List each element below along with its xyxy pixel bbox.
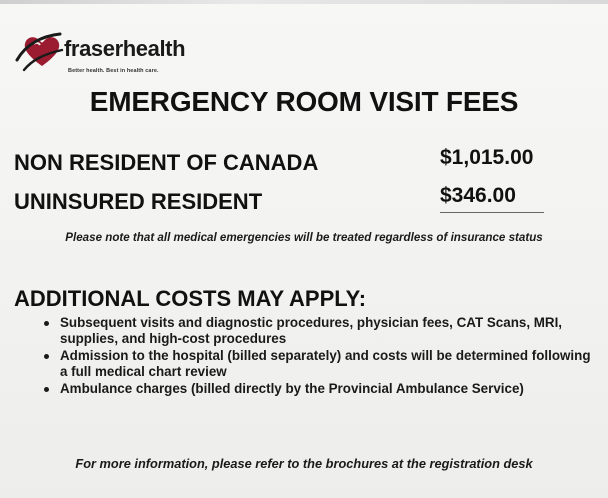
additional-costs-list bbox=[44, 315, 600, 398]
fraserhealth-logo bbox=[14, 30, 194, 82]
brand-tagline: Better health. Best in health care. bbox=[68, 68, 159, 74]
additional-costs-heading: ADDITIONAL COSTS MAY APPLY: bbox=[14, 286, 367, 311]
fee-amount-non-resident: $1,015.00 bbox=[440, 146, 534, 169]
list-item bbox=[44, 348, 600, 380]
list-item-text: Subsequent visits and diagnostic procedures, physician fees, CAT Scans, MRI, supplies, and high-cost procedures bbox=[60, 315, 563, 346]
fee-divider bbox=[440, 212, 544, 213]
sign-top-edge bbox=[0, 0, 608, 4]
list-item bbox=[44, 381, 600, 397]
footer-note: For more information, please refer to the brochures at the registration desk bbox=[75, 456, 533, 471]
bullet-icon bbox=[44, 354, 49, 359]
fee-label-uninsured-resident: UNINSURED RESIDENT bbox=[14, 189, 263, 214]
list-item-text: Ambulance charges (billed directly by the Provincial Ambulance Service) bbox=[60, 381, 524, 396]
list-item-text: Admission to the hospital (billed separately) and costs will be determined following a full medical chart review bbox=[60, 348, 591, 379]
insurance-note: Please note that all medical emergencies will be treated regardless of insurance status bbox=[65, 231, 543, 244]
brand-name: fraserhealth bbox=[64, 36, 186, 61]
bullet-icon bbox=[44, 321, 49, 326]
bullet-icon bbox=[44, 387, 49, 392]
fraserhealth-heart-swoosh-icon bbox=[14, 30, 70, 74]
fee-label-non-resident: NON RESIDENT OF CANADA bbox=[14, 150, 319, 175]
sign-title: EMERGENCY ROOM VISIT FEES bbox=[89, 86, 519, 117]
list-item bbox=[44, 315, 600, 347]
fee-amount-uninsured-resident: $346.00 bbox=[440, 184, 516, 207]
